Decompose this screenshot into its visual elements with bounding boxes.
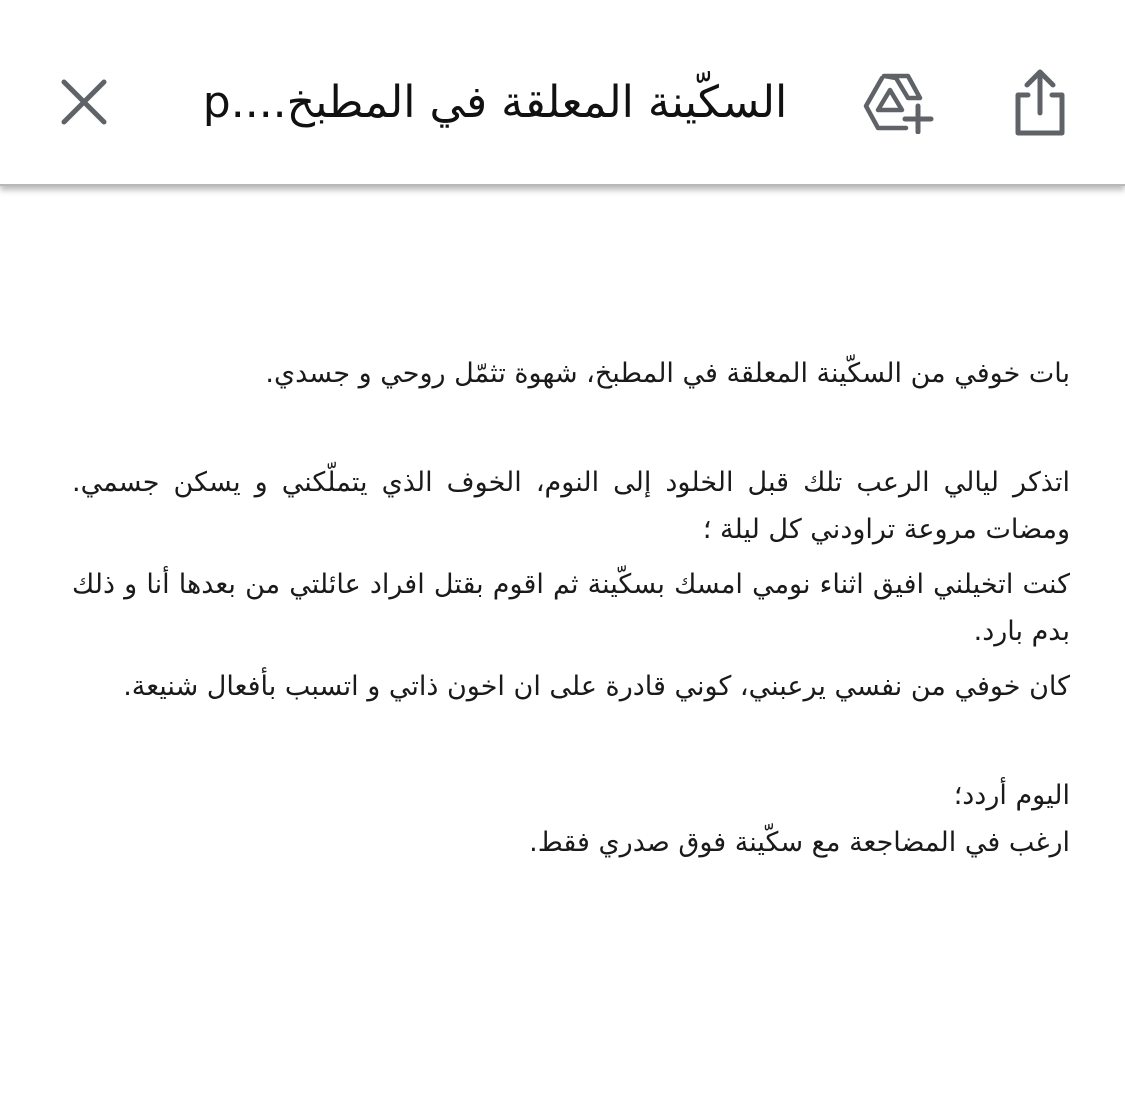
share-button[interactable] bbox=[1004, 62, 1076, 142]
paragraph: اتذكر ليالي الرعب تلك قبل الخلود إلى النوم، الخوف الذي يتملّكني و يسكن جسمي. ومضات مروعة تراودني كل ليلة ؛ bbox=[72, 467, 1070, 545]
paragraph: اليوم أردد؛ bbox=[953, 780, 1070, 811]
close-button[interactable] bbox=[52, 70, 116, 134]
add-to-drive-icon bbox=[862, 70, 934, 134]
share-icon bbox=[1012, 67, 1068, 137]
paragraph: بات خوفي من السكّينة المعلقة في المطبخ، شهوة تثمّل روحي و جسدي. bbox=[265, 358, 1070, 389]
add-to-drive-button[interactable] bbox=[858, 66, 938, 138]
document-body bbox=[72, 350, 1070, 866]
paragraph: كان خوفي من نفسي يرعبني، كوني قادرة على ان اخون ذاتي و اتسبب بأفعال شنيعة. bbox=[123, 671, 1070, 702]
close-icon bbox=[61, 79, 107, 125]
paragraph: ارغب في المضاجعة مع سكّينة فوق صدري فقط. bbox=[529, 827, 1070, 858]
document-title: السكّينة المعلقة في المطبخ....p bbox=[202, 76, 788, 128]
paragraph: كنت اتخيلني افيق اثناء نومي امسك بسكّينة ثم اقوم بقتل افراد عائلتي من بعدها أنا و ذلك بدم بارد. bbox=[72, 569, 1070, 647]
top-app-bar bbox=[0, 0, 1125, 186]
